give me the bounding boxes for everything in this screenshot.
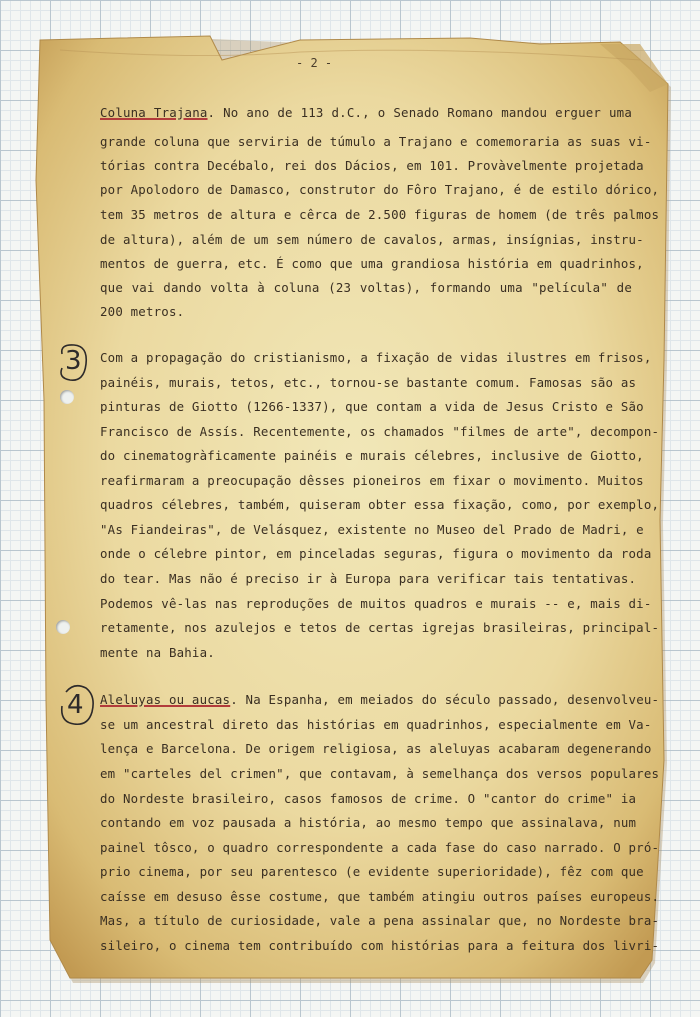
paragraph-2-line-8: "As Fiandeiras", de Velásquez, existente no Museo del Prado de Madri, e [100,522,644,537]
paragraph-3-line-1: Aleluyas ou aucas. Na Espanha, em meiados do século passado, desenvolveu- [100,692,660,707]
paragraph-1-line-6: de altura), além de um sem número de cavalos, armas, insígnias, instru- [100,232,644,247]
paragraph-2-line-6: reafirmaram a preocupação dêsses pioneiros em fixar o movimento. Muitos [100,473,644,488]
paragraph-1-heading: Coluna Trajana [100,105,208,120]
paragraph-1-line-9: 200 metros. [100,304,185,319]
paragraph-3-line-8: prio cinema, por seu parentesco (e evidente superioridade), fêz com que [100,864,644,879]
paragraph-2-line-9: onde o célebre pintor, em pinceladas seguras, figura o movimento da roda [100,546,652,561]
paragraph-2-line-1: Com a propagação do cristianismo, a fixação de vidas ilustres em frisos, [100,350,652,365]
paragraph-3-line-11: sileiro, o cinema tem contribuído com histórias para a feitura dos livri- [100,938,660,953]
margin-mark-3: 3 [65,346,82,376]
paragraph-3-line-2: se um ancestral direto das histórias em quadrinhos, especialmente em Va- [100,717,652,732]
paragraph-2-line-7: quadros célebres, também, quiseram obter essa fixação, como, por exemplo, [100,497,660,512]
paragraph-1-line-7: mentos de guerra, etc. É como que uma grandiosa história em quadrinhos, [100,256,644,271]
paragraph-2-line-12: retamente, nos azulejos e tetos de certas igrejas brasileiras, principal- [100,620,660,635]
paragraph-1-line-2: grande coluna que serviria de túmulo a Trajano e comemoraria as suas vi- [100,134,652,149]
paragraph-3-line-7: painel tôsco, o quadro correspondente a cada fase do caso narrado. O pró- [100,840,660,855]
paragraph-1-line-4: por Apolodoro de Damasco, construtor do Fôro Trajano, é de estilo dórico, [100,182,660,197]
paragraph-1-line-3: tórias contra Decébalo, rei dos Dácios, em 101. Provàvelmente projetada [100,158,644,173]
paragraph-3-line-6: contando em voz pausada a história, ao mesmo tempo que assinalava, num [100,815,637,830]
margin-mark-4: 4 [67,690,84,720]
paragraph-2-line-10: do tear. Mas não é preciso ir à Europa para verificar tais tentativas. [100,571,637,586]
paragraph-3-heading: Aleluyas ou aucas [100,692,231,707]
paragraph-1-line-1: Coluna Trajana. No ano de 113 d.C., o Senado Romano mandou erguer uma [100,105,632,120]
paragraph-3-line-5: do Nordeste brasileiro, casos famosos de crime. O "cantor do crime" ia [100,791,637,806]
paragraph-2-line-4: Francisco de Assís. Recentemente, os chamados "filmes de arte", decompon- [100,424,660,439]
paragraph-3-line-4: em "carteles del crimen", que contavam, à semelhança dos versos populares [100,766,660,781]
paragraph-1-line-8: que vai dando volta à coluna (23 voltas), formando uma "película" de [100,280,632,295]
paragraph-3-line-9: caísse em desuso êsse costume, que também atingiu outros países europeus. [100,889,660,904]
paragraph-2-line-2: painéis, murais, tetos, etc., tornou-se bastante comum. Famosas são as [100,375,637,390]
paragraph-3-line-3: lença e Barcelona. De origem religiosa, as aleluyas acabaram degenerando [100,741,652,756]
paragraph-2-line-5: do cinematogràficamente painéis e murais célebres, inclusive de Giotto, [100,448,644,463]
paragraph-2-line-13: mente na Bahia. [100,645,215,660]
paragraph-2-line-11: Podemos vê-las nas reproduções de muitos quadros e murais -- e, mais di- [100,596,652,611]
paragraph-1-line-5: tem 35 metros de altura e cêrca de 2.500 figuras de homem (de três palmos [100,207,660,222]
paragraph-3-line-10: Mas, a título de curiosidade, vale a pena assinalar que, no Nordeste bra- [100,913,660,928]
paragraph-2-line-3: pinturas de Giotto (1266-1337), que contam a vida de Jesus Cristo e São [100,399,644,414]
page-number: - 2 - [296,56,333,70]
